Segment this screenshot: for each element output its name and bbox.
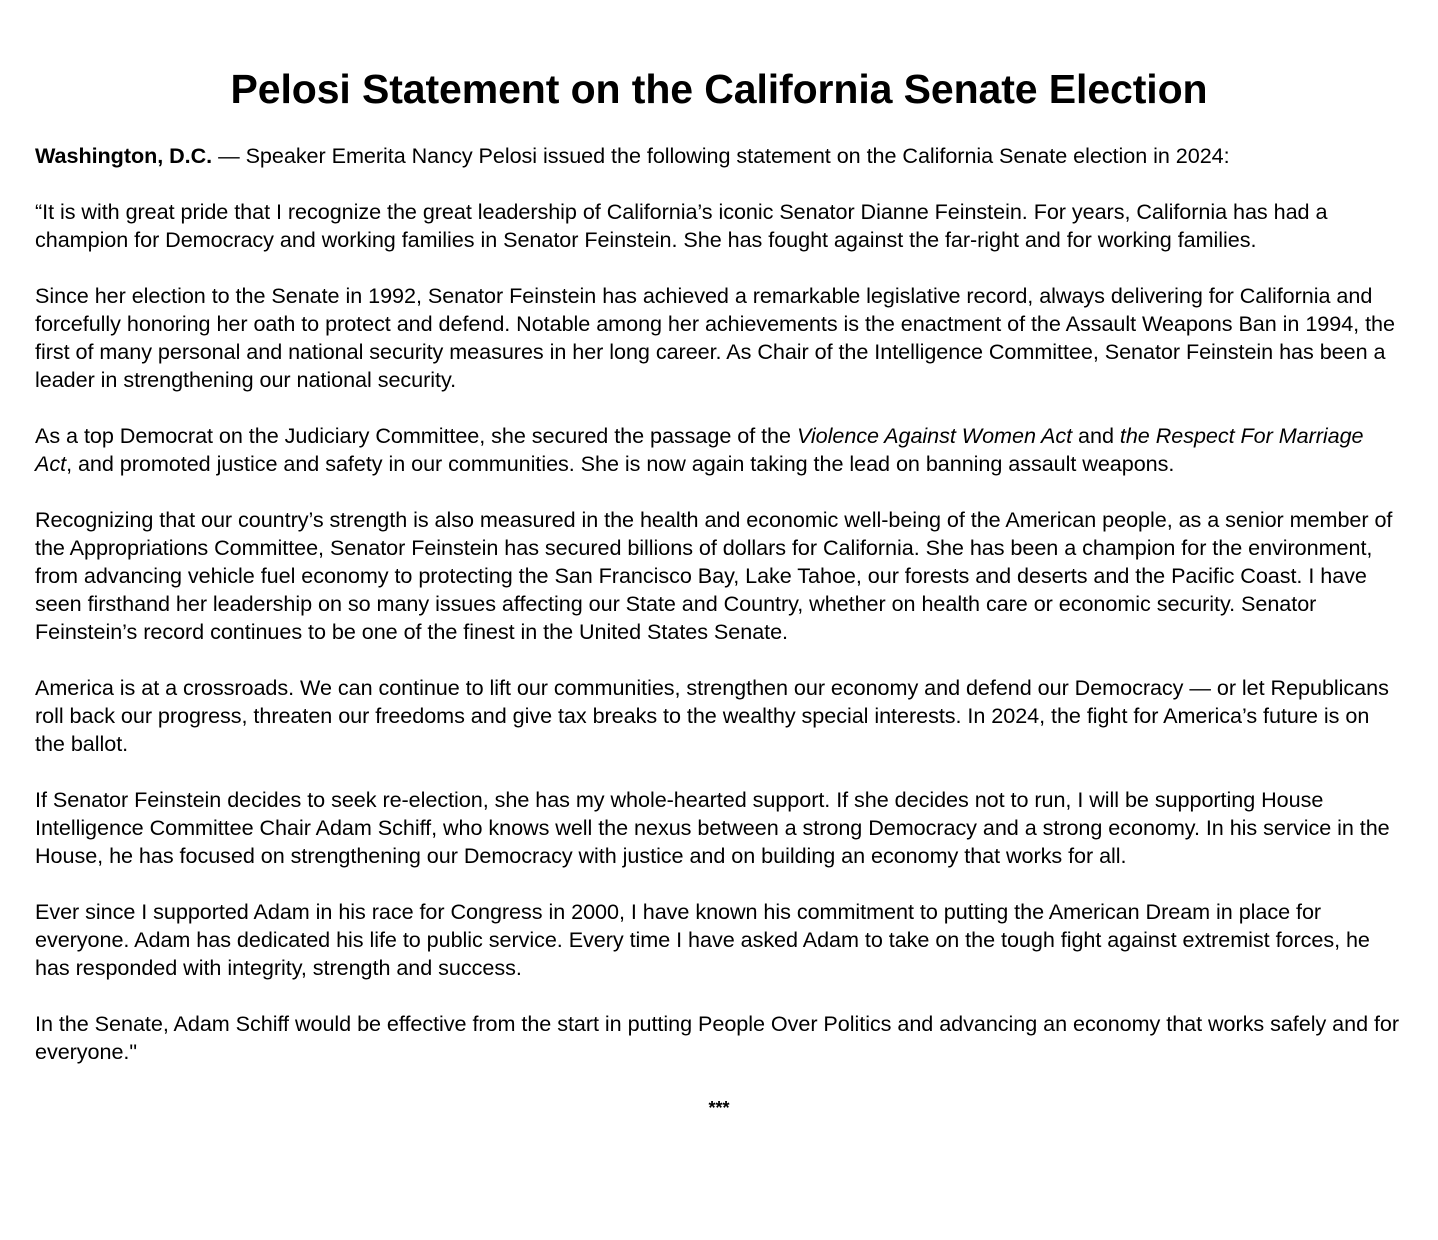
statement-paragraph-2: Since her election to the Senate in 1992, Senator Feinstein has achieved a remarkable legislative record, always delivering for California and forcefully honoring her oath to protect and defend. Notable among her achievements is the enactment of the Assault Weapons Ban in 1994, the first of many personal and national security measures in her long career. As Chair of the Intelligence Committee, Senator Feinstein has been a leader in strengthening our national security. bbox=[35, 283, 1395, 392]
statement-paragraph-7: Ever since I supported Adam in his race for Congress in 2000, I have known his commitment to putting the American Dream in place for everyone. Adam has dedicated his life to public service. Every time I have asked Adam to take on the tough fight against extremist forces, he has responded with integrity, strength and success. bbox=[35, 899, 1370, 980]
statement-paragraph-5: America is at a crossroads. We can continue to lift our communities, strengthen our economy and defend our Democracy — or let Republicans roll back our progress, threaten our freedoms and give tax breaks to the wealthy special interests. In 2024, the fight for America’s future is on the ballot. bbox=[35, 675, 1389, 756]
act-title-respect-for-marriage: the Respect For Marriage Act bbox=[35, 423, 1364, 476]
statement-paragraph-6: If Senator Feinstein decides to seek re-election, she has my whole-hearted support. If she decides not to run, I will be supporting House Intelligence Committee Chair Adam Schiff, who knows well the nexus between a strong Democracy and a strong economy. In his service in the House, he has focused on strengthening our Democracy with justice and on building an economy that works for all. bbox=[35, 787, 1390, 868]
paragraph-3-text-2: and bbox=[1072, 423, 1120, 448]
dateline-text: — Speaker Emerita Nancy Pelosi issued the following statement on the California Senate election in 2024: bbox=[212, 143, 1230, 168]
paragraph-3-text-3: , and promoted justice and safety in our communities. She is now again taking the lead on banning assault weapons. bbox=[66, 451, 1175, 476]
page-title: Pelosi Statement on the California Senate Election bbox=[230, 66, 1208, 112]
statement-paragraph-1: “It is with great pride that I recognize the great leadership of California’s iconic Senator Dianne Feinstein. For years, California has had a champion for Democracy and working families in Senator Feinstein. She has fought against the far-right and for working families. bbox=[35, 199, 1328, 252]
statement-paragraph-3 bbox=[35, 422, 1403, 478]
statement-paragraph-8: In the Senate, Adam Schiff would be effective from the start in putting People Over Politics and advancing an economy that works safely and for everyone." bbox=[35, 1011, 1400, 1064]
dateline-paragraph bbox=[35, 142, 1403, 170]
statement-paragraph-4: Recognizing that our country’s strength is also measured in the health and economic well-being of the American people, as a senior member of the Appropriations Committee, Senator Feinstein has secured billions of dollars for California. She has been a champion for the environment, from advancing vehicle fuel economy to protecting the San Francisco Bay, Lake Tahoe, our forests and deserts and the Pacific Coast. I have seen firsthand her leadership on so many issues affecting our State and Country, whether on health care or economic security. Senator Feinstein’s record continues to be one of the finest in the United States Senate. bbox=[35, 507, 1393, 644]
act-title-vawa: Violence Against Women Act bbox=[796, 423, 1073, 448]
dateline-location: Washington, D.C. bbox=[35, 143, 213, 168]
end-separator: *** bbox=[708, 1098, 730, 1118]
paragraph-3-text-1: As a top Democrat on the Judiciary Committee, she secured the passage of the bbox=[35, 423, 797, 448]
